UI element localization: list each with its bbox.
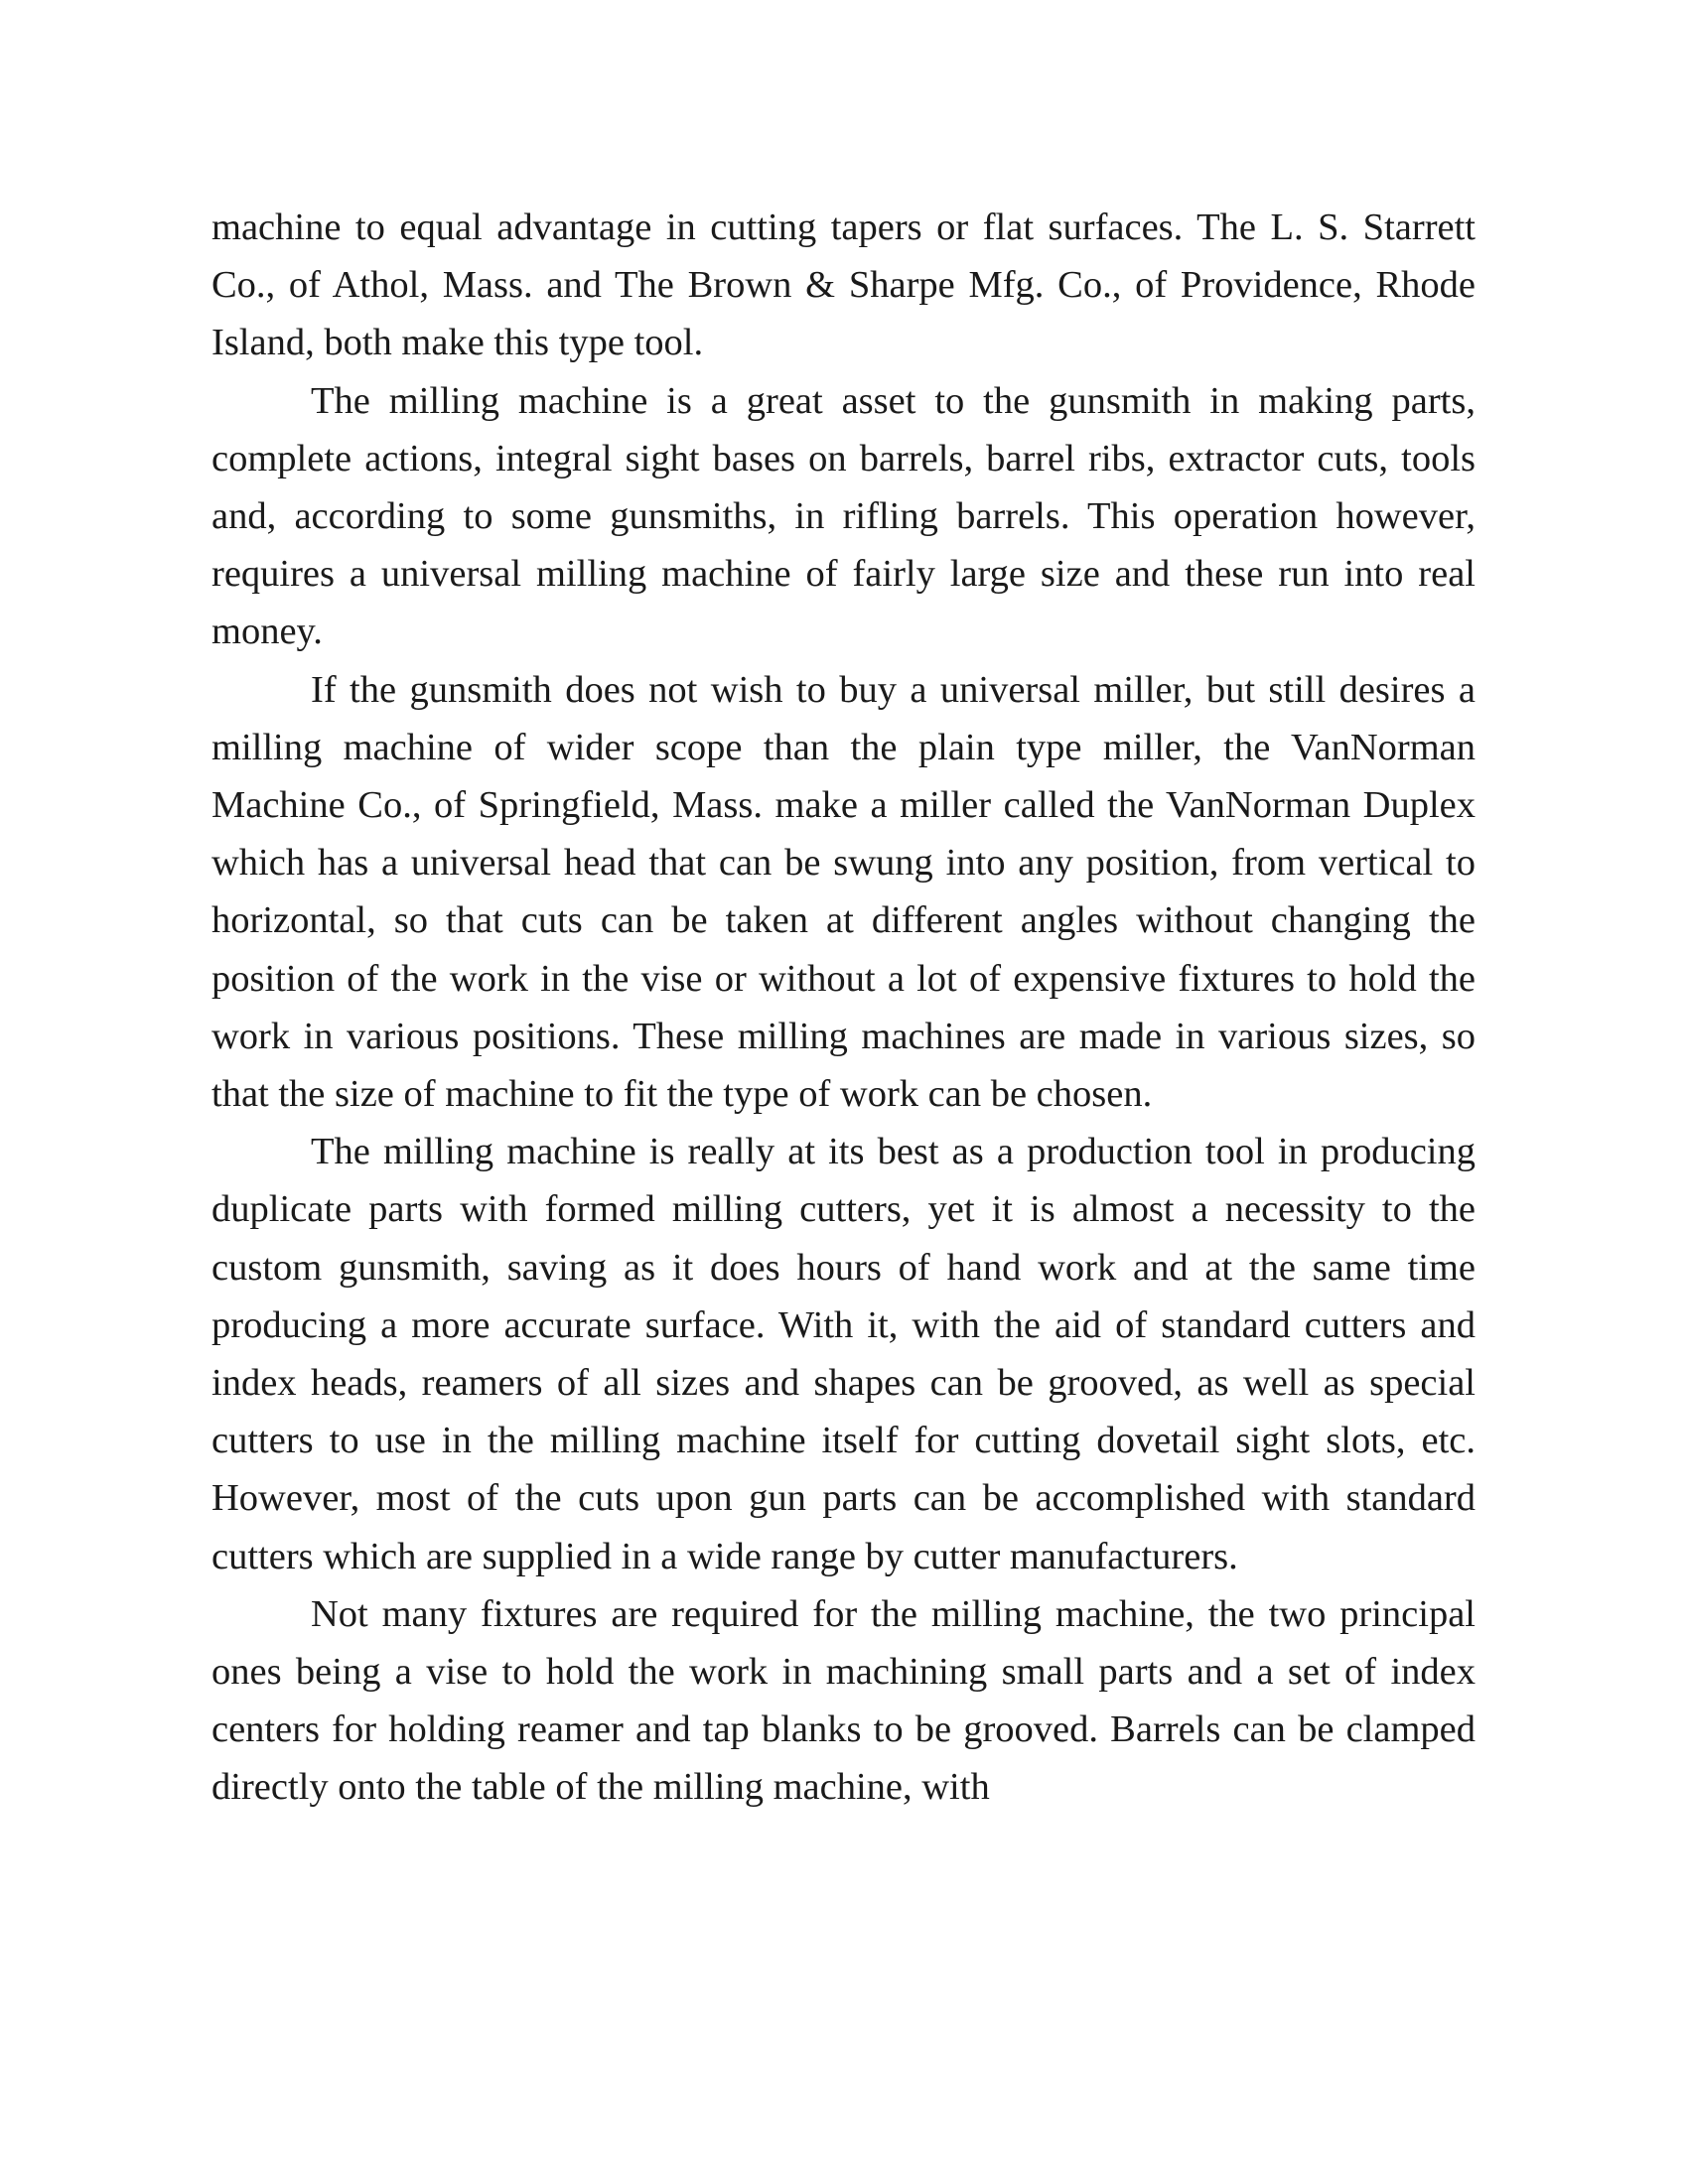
page-body (211, 199, 1476, 1817)
paragraph-5: Not many fixtures are required for the milling machine, the two principal ones being a vise to hold the work in machining small parts and a set of index centers for holding reamer and tap blanks to be grooved. Barrels can be clamped directly onto the table of the milling machine, with (211, 1592, 1476, 1809)
paragraph-2: The milling machine is a great asset to the gunsmith in making parts, complete actions, integral sight bases on barrels, barrel ribs, extractor cuts, tools and, according to some gunsmiths, in rifling barrels. This operation however, requires a universal milling machine of fairly large size and these run into real money. (211, 379, 1476, 653)
paragraph-1: machine to equal advantage in cutting tapers or flat surfaces. The L. S. Starrett Co., of Athol, Mass. and The Brown & Sharpe Mfg. Co., of Providence, Rhode Island, both make this type tool. (211, 206, 1476, 364)
paragraph-4: The milling machine is really at its best as a production tool in producing duplicate parts with formed milling cutters, yet it is almost a necessity to the custom gunsmith, saving as it does hours of hand work and at the same time producing a more accurate surface. With it, with the aid of standard cutters and index heads, reamers of all sizes and shapes can be grooved, as well as special cutters to use in the milling machine itself for cutting dovetail sight slots, etc. However, most of the cuts upon gun parts can be accomplished with standard cutters which are supplied in a wide range by cutter manufacturers. (211, 1131, 1476, 1577)
paragraph-3: If the gunsmith does not wish to buy a universal miller, but still desires a milling machine of wider scope than the plain type miller, the VanNorman Machine Co., of Springfield, Mass. make a miller called the VanNorman Duplex which has a universal head that can be swung into any position, from vertical to horizontal, so that cuts can be taken at different angles without changing the position of the work in the vise or without a lot of expensive fixtures to hold the work in various positions. These milling machines are made in various sizes, so that the size of machine to fit the type of work can be chosen. (211, 668, 1476, 1116)
